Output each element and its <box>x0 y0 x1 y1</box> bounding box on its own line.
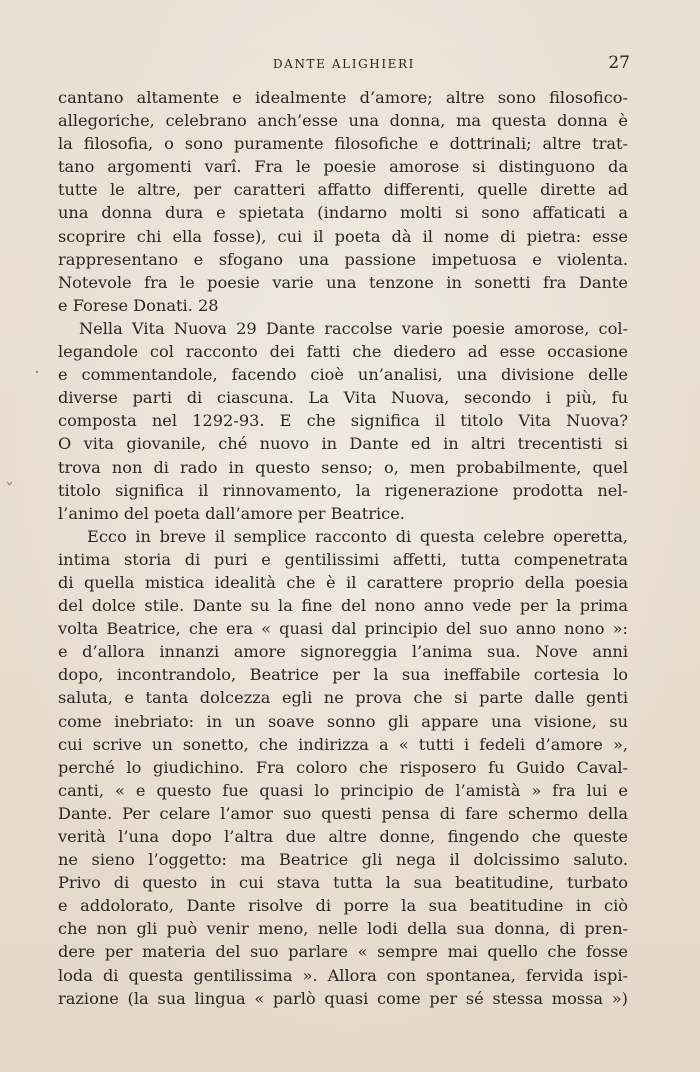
text-line: trova non di rado in questo senso; o, men probabilmente, quel <box>58 457 628 477</box>
text-line: che non gli può venir meno, nelle lodi della sua donna, di pren- <box>58 919 628 939</box>
margin-mark: · <box>34 362 40 383</box>
text-line: canti, « e questo fue quasi lo principio de l’amistà » fra lui e <box>58 780 628 800</box>
text-line: diverse parti di ciascuna. La Vita Nuova, secondo i più, fu <box>58 388 628 408</box>
text-line: e d’allora innanzi amore signoreggia l’anima sua. Nove anni <box>58 642 628 662</box>
text-line: come inebriato: in un soave sonno gli appare una visione, su <box>58 711 628 731</box>
page-number: 27 <box>608 53 630 73</box>
body-text <box>58 86 628 1010</box>
text-line: del dolce stile. Dante su la fine del nono anno vede per la prima <box>58 596 628 616</box>
text-line: cantano altamente e idealmente d’amore; altre sono filosofico- <box>58 88 628 107</box>
text-line: composta nel 1292-93. E che significa il titolo Vita Nuova? <box>58 411 628 431</box>
text-line: dere per materia del suo parlare « sempre mai quello che fosse <box>58 942 628 962</box>
text-line: allegoriche, celebrano anch’esse una donna, ma questa donna è <box>58 111 628 131</box>
text-line: loda di questa gentilissima ». Allora con spontanea, fervida ispi- <box>58 965 628 985</box>
text-line: O vita giovanile, ché nuovo in Dante ed in altri trecentisti si <box>58 434 628 454</box>
text-line: Notevole fra le poesie varie una tenzone in sonetti fra Dante <box>58 272 628 292</box>
text-line: verità l’una dopo l’altra due altre donne, fingendo che queste <box>58 827 628 846</box>
text-line: tano argomenti varî. Fra le poesie amorose si distinguono da <box>58 157 628 177</box>
text-line: di quella mistica idealità che è il carattere proprio della poesia <box>58 572 628 592</box>
text-line: cui scrive un sonetto, che indirizza a « tutti i fedeli d’amore », <box>58 734 628 754</box>
text-line: intima storia di puri e gentilissimi affetti, tutta compenetrata <box>58 549 628 569</box>
text-line: rappresentano e sfogano una passione impetuosa e violenta. <box>58 249 628 269</box>
running-title: DANTE ALIGHIERI <box>272 57 416 71</box>
text-line: e commentandole, facendo cioè un’analisi, una divisione delle <box>58 365 628 385</box>
text-line: razione (la sua lingua « parlò quasi come per sé stessa mossa ») <box>58 988 628 1008</box>
text-line: una donna dura e spietata (indarno molti si sono affaticati a <box>58 203 628 223</box>
text-line: saluta, e tanta dolcezza egli ne prova che si parte dalle genti <box>58 688 628 708</box>
text-line: volta Beatrice, che era « quasi dal principio del suo anno nono »: <box>58 619 628 639</box>
text-line: scoprire chi ella fosse), cui il poeta dà il nome di pietra: esse <box>58 226 628 246</box>
text-line: dopo, incontrandolo, Beatrice per la sua ineffabile cortesia lo <box>58 665 628 685</box>
text-line: perché lo giudichino. Fra coloro che risposero fu Guido Caval- <box>58 757 628 777</box>
text-line: e addolorato, Dante risolve di porre la sua beatitudine in ciò <box>58 896 628 916</box>
margin-mark: ˇ <box>5 480 14 501</box>
text-line: ne sieno l’oggetto: ma Beatrice gli nega il dolcissimo saluto. <box>58 850 628 870</box>
text-line: Ecco in breve il semplice racconto di questa celebre operetta, <box>87 526 628 546</box>
text-line: Dante. Per celare l’amor suo questi pensa di fare schermo della <box>58 803 628 823</box>
text-line: l’animo del poeta dall’amore per Beatrice. <box>58 503 405 523</box>
page-header <box>58 53 630 77</box>
text-line: Nella Vita Nuova 29 Dante raccolse varie poesie amorose, col- <box>79 318 628 338</box>
text-line: legandole col racconto dei fatti che diedero ad esse occasione <box>58 342 628 362</box>
text-line: la filosofia, o sono puramente filosofiche e dottrinali; altre trat- <box>58 134 628 154</box>
text-line: e Forese Donati. 28 <box>58 295 219 315</box>
text-line: titolo significa il rinnovamento, la rigenerazione prodotta nel- <box>58 480 628 500</box>
text-line: tutte le altre, per caratteri affatto differenti, quelle dirette ad <box>58 180 628 200</box>
text-line: Privo di questo in cui stava tutta la sua beatitudine, turbato <box>58 873 628 893</box>
